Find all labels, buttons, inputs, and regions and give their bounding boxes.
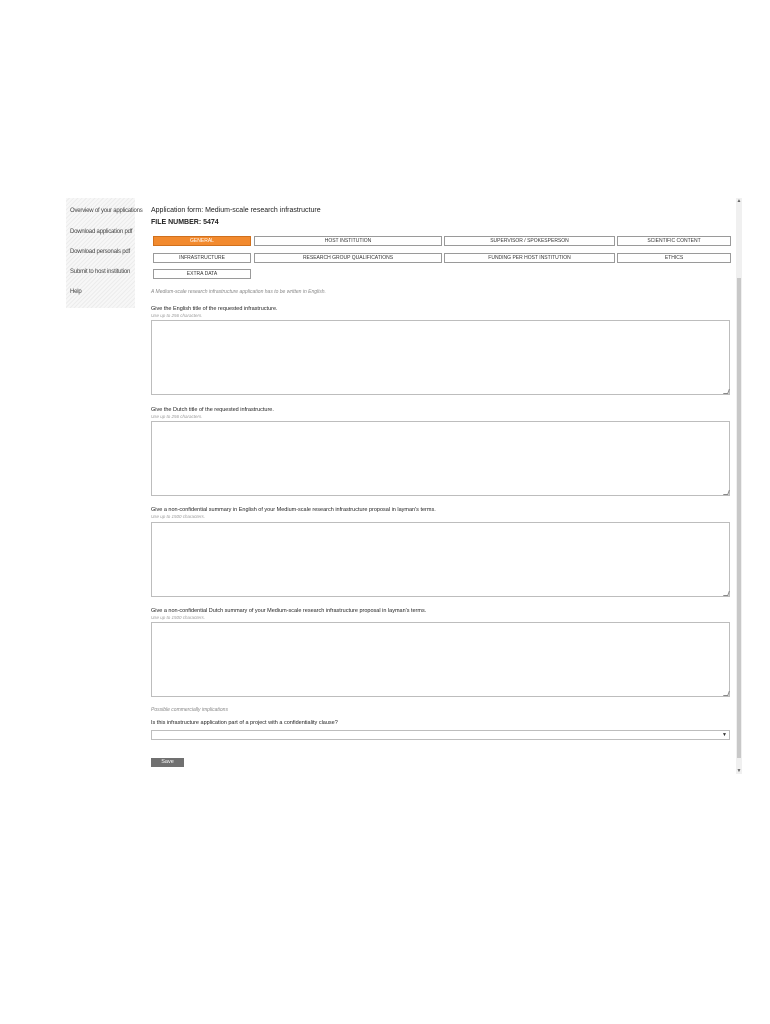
tab-extra-data[interactable]: EXTRA DATA <box>153 269 251 279</box>
english-title-field[interactable] <box>151 320 730 395</box>
hint-english-summary: Use up to 1500 characters. <box>151 514 206 519</box>
hint-dutch-summary: Use up to 1500 characters. <box>151 615 206 620</box>
sidebar-item-download-personals[interactable]: Download personals pdf <box>70 249 130 255</box>
tab-host-institution[interactable]: HOST INSTITUTION <box>254 236 442 246</box>
scroll-up-icon[interactable]: ▲ <box>736 198 742 204</box>
tab-research-group[interactable]: RESEARCH GROUP QUALIFICATIONS <box>254 253 442 263</box>
confidentiality-select[interactable] <box>151 730 730 740</box>
sidebar-item-help[interactable]: Help <box>70 289 82 295</box>
confidential-note: Possible commercially implications <box>151 707 228 713</box>
question-dutch-summary: Give a non-confidential Dutch summary of your Medium-scale research infrastructure proposal in layman's terms. <box>151 608 427 614</box>
file-number: FILE NUMBER: 5474 <box>151 219 219 226</box>
save-button[interactable]: Save <box>151 758 184 767</box>
sidebar <box>66 198 143 308</box>
question-dutch-title: Give the Dutch title of the requested infrastructure. <box>151 407 274 413</box>
tab-supervisor[interactable]: SUPERVISOR / SPOKESPERSON <box>444 236 615 246</box>
hint-dutch-title: Use up to 256 characters. <box>151 414 203 419</box>
question-english-summary: Give a non-confidential summary in English of your Medium-scale research infrastructure proposal in layman's terms. <box>151 507 436 513</box>
language-note: A Medium-scale research infrastructure application has to be written in English. <box>151 289 326 295</box>
tab-ethics[interactable]: ETHICS <box>617 253 731 263</box>
dutch-title-field[interactable] <box>151 421 730 496</box>
english-summary-field[interactable] <box>151 522 730 597</box>
scrollbar-thumb[interactable] <box>737 278 741 758</box>
scroll-down-icon[interactable]: ▼ <box>736 768 742 774</box>
chevron-down-icon[interactable]: ▼ <box>722 732 727 738</box>
tab-infrastructure[interactable]: INFRASTRUCTURE <box>153 253 251 263</box>
sidebar-item-download-application[interactable]: Download application pdf <box>70 229 133 235</box>
page-title: Application form: Medium-scale research infrastructure <box>151 207 321 214</box>
form-content <box>151 198 733 774</box>
question-english-title: Give the English title of the requested infrastructure. <box>151 306 278 312</box>
sidebar-item-submit[interactable]: Submit to host institution <box>70 269 131 275</box>
tab-scientific-content[interactable]: SCIENTIFIC CONTENT <box>617 236 731 246</box>
application-window <box>66 198 742 774</box>
tab-funding[interactable]: FUNDING PER HOST INSTITUTION <box>444 253 615 263</box>
question-confidentiality: Is this infrastructure application part of a project with a confidentiality clause? <box>151 720 338 726</box>
sidebar-item-overview[interactable]: Overview of your applications <box>70 208 143 214</box>
dutch-summary-field[interactable] <box>151 622 730 697</box>
vertical-scrollbar[interactable] <box>736 198 742 774</box>
tab-general[interactable]: GENERAL <box>153 236 251 246</box>
hint-english-title: Use up to 256 characters. <box>151 313 203 318</box>
